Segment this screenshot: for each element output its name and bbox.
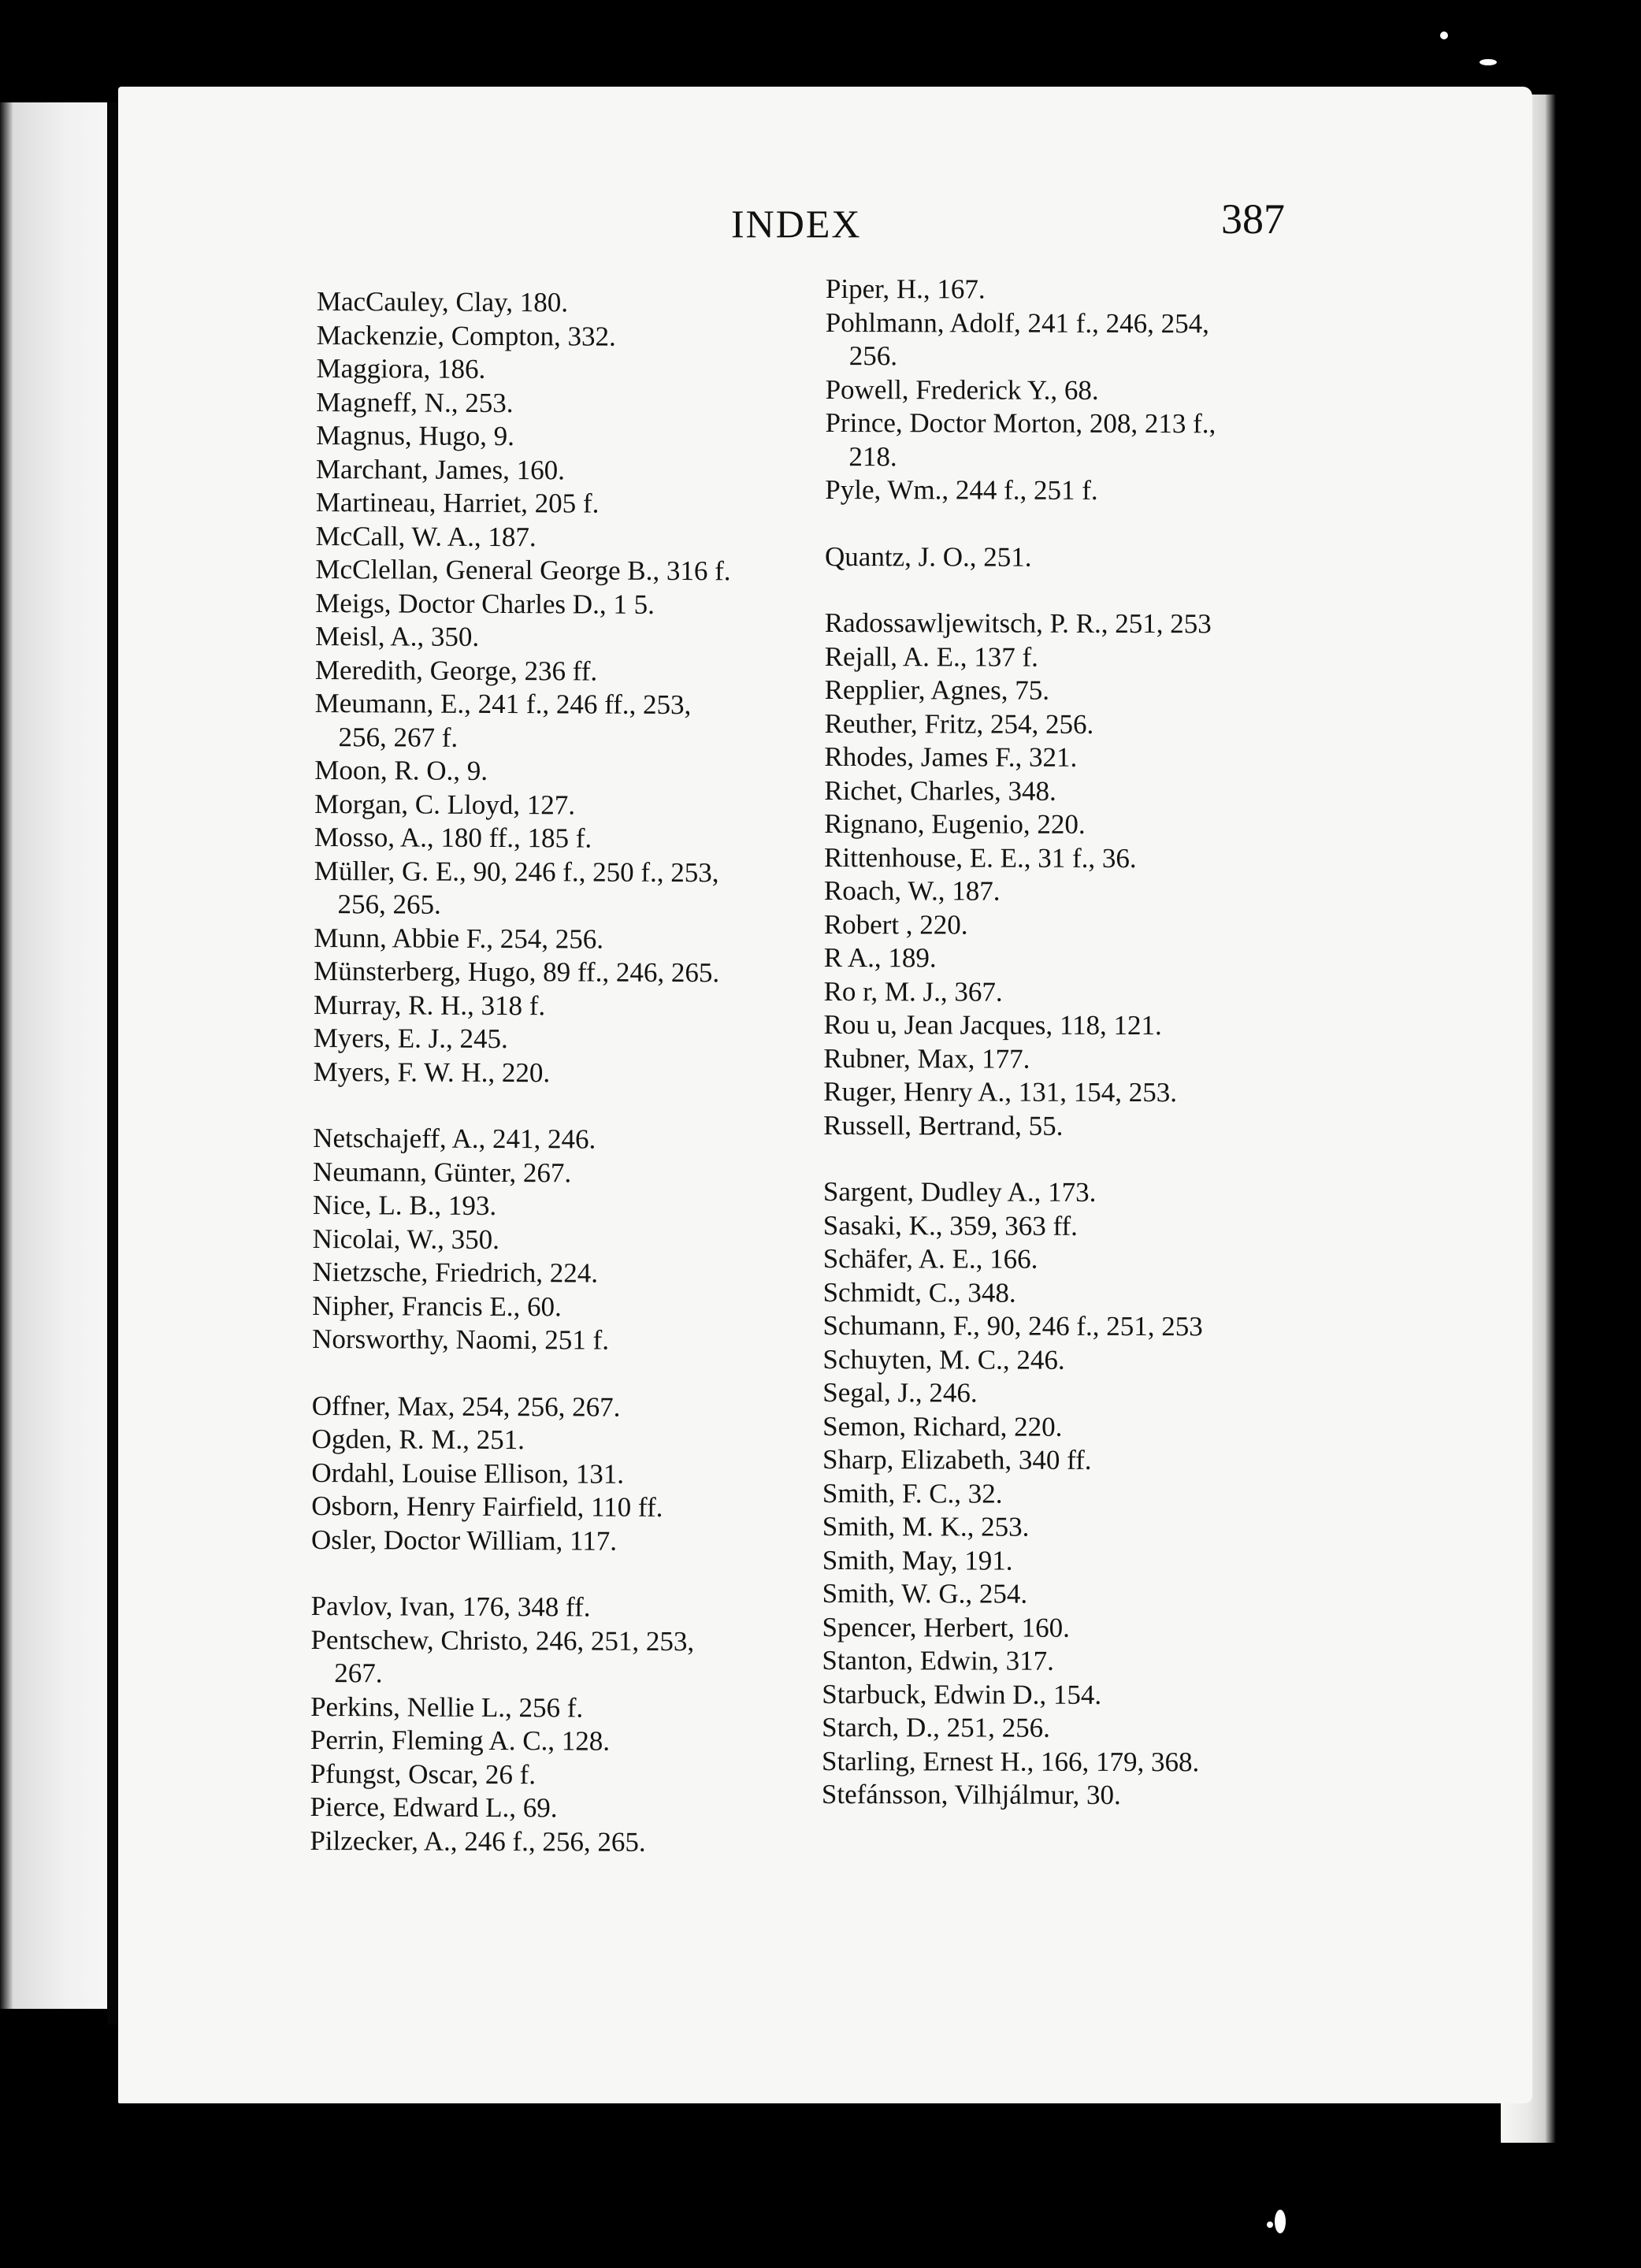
index-entry: Schmidt, C., 348. [822,1276,1016,1308]
section-gap [311,1557,800,1592]
index-entry: McClellan, General George B., 316 f. [315,553,731,587]
index-entry: Sargent, Dudley A., 173. [822,1175,1097,1208]
index-entry: Marchant, James, 160. [315,453,565,485]
dust-speck [1479,59,1497,65]
index-entry: Sharp, Elizabeth, 340 ff. [822,1443,1092,1475]
index-entry: Rejall, A. E., 137 f. [824,640,1038,673]
section-gap [313,1089,801,1124]
index-entry: Perkins, Nellie L., 256 f. [310,1691,584,1723]
index-entry: Mackenzie, Compton, 332. [316,319,616,352]
index-entry: Richet, Charles, 348. [824,774,1056,807]
dust-speck [1275,2210,1286,2233]
index-entry: Repplier, Agnes, 75. [824,674,1050,706]
index-entry: Sasaki, K., 359, 363 ff. [822,1209,1078,1242]
index-entry: Maggiora, 186. [316,352,486,384]
section-gap [312,1356,800,1391]
index-entry: Russell, Bertrand, 55. [823,1109,1064,1141]
index-entry: Rignano, Eugenio, 220. [824,807,1086,840]
index-entry-continuation: 256, 267 f. [338,721,459,753]
index-entry: Smith, May, 191. [822,1544,1013,1576]
index-entry: Stefánsson, Vilhjálmur, 30. [821,1778,1121,1810]
index-entry: Segal, J., 246. [822,1376,978,1409]
index-entry: Pilzecker, A., 246 f., 256, 265. [310,1824,646,1858]
index-entry: Pierce, Edward L., 69. [310,1791,558,1824]
index-entry: Morgan, C. Lloyd, 127. [314,788,576,820]
index-entry-continuation: 256, 265. [337,889,441,920]
index-entry: Münsterberg, Hugo, 89 ff., 246, 265. [314,955,720,989]
index-entry: Radossawljewitsch, P. R., 251, 253 [824,607,1212,640]
index-entry: Reuther, Fritz, 254, 256. [824,707,1094,740]
facing-page-edge [0,102,110,2009]
index-entry: Magneff, N., 253. [316,386,514,418]
index-entry: Robert , 220. [823,908,968,940]
index-entry: Osler, Doctor William, 117. [310,1524,618,1557]
index-entry: Powell, Frederick Y., 68. [825,373,1099,406]
index-entry: Myers, E. J., 245. [313,1022,508,1055]
index-entry: Pentschew, Christo, 246, 251, 253, [310,1624,695,1657]
index-entry: Schäfer, A. E., 166. [822,1242,1038,1275]
index-entry: Pyle, Wm., 244 f., 251 f. [825,473,1098,506]
dust-speck [1267,2222,1273,2228]
index-entry: Nice, L. B., 193. [312,1189,497,1222]
index-entry: Spencer, Herbert, 160. [822,1611,1071,1643]
index-entry: Pohlmann, Adolf, 241 f., 246, 254, [825,306,1209,339]
index-entry: Meigs, Doctor Charles D., 1 5. [315,587,655,620]
index-entry: Meredith, George, 236 ff. [314,654,598,687]
index-entry-continuation: 267. [334,1657,383,1689]
index-entry: Nicolai, W., 350. [312,1223,500,1255]
index-entry: Schumann, F., 90, 246 f., 251, 253 [822,1309,1203,1342]
index-entry: Pfungst, Oscar, 26 f. [310,1758,536,1790]
index-entry: Murray, R. H., 318 f. [313,989,546,1021]
index-entry: Starling, Ernest H., 166, 179, 368. [822,1745,1200,1777]
index-entry: Nipher, Francis E., 60. [312,1290,562,1322]
section-gap [823,1142,1312,1177]
page-number: 387 [1221,195,1285,243]
index-entry: Semon, Richard, 220. [822,1410,1063,1442]
index-entry: Rou u, Jean Jacques, 118, 121. [823,1008,1162,1041]
index-entry: Rubner, Max, 177. [823,1042,1030,1075]
index-entry: Meumann, E., 241 f., 246 ff., 253, [314,687,692,721]
index-entry: Stanton, Edwin, 317. [822,1644,1055,1676]
page-title: INDEX [731,202,862,246]
index-entry: Smith, F. C., 32. [822,1477,1003,1509]
index-entry: Ruger, Henry A., 131, 154, 253. [823,1075,1178,1108]
index-entry: Smith, W. G., 254. [822,1577,1028,1609]
index-entry: Perrin, Fleming A. C., 128. [310,1724,611,1757]
dust-speck [1440,32,1448,39]
running-head [0,195,1641,256]
index-entry: McCall, W. A., 187. [315,520,536,552]
index-entry: Osborn, Henry Fairfield, 110 ff. [311,1490,663,1523]
index-entry: Müller, G. E., 90, 246 f., 250 f., 253, [314,855,719,888]
index-entry: Rittenhouse, E. E., 31 f., 36. [824,841,1137,874]
index-entry: Rhodes, James F., 321. [824,741,1078,773]
index-entry: Norsworthy, Naomi, 251 f. [312,1323,610,1356]
index-entry: Magnus, Hugo, 9. [316,419,515,452]
index-entry: Moon, R. O., 9. [314,754,488,786]
index-entry: Mosso, A., 180 ff., 185 f. [314,821,592,854]
index-entry: Netschajeff, A., 241, 246. [313,1122,596,1155]
index-entry: Offner, Max, 254, 256, 267. [311,1390,621,1423]
index-column-right [822,273,1314,1813]
index-entry: R A., 189. [823,941,937,974]
index-entry: Myers, F. W. H., 220. [313,1056,551,1088]
index-entry-continuation: 218. [848,440,897,472]
index-entry: Starch, D., 251, 256. [822,1711,1050,1743]
section-gap [825,507,1313,541]
index-entry: Prince, Doctor Morton, 208, 213 f., [825,406,1216,440]
book-gutter [107,102,118,2025]
index-entry: MacCauley, Clay, 180. [316,286,569,318]
index-entry: Smith, M. K., 253. [822,1510,1030,1542]
index-entry: Nietzsche, Friedrich, 224. [312,1256,599,1289]
index-entry: Ordahl, Louise Ellison, 131. [311,1457,625,1490]
index-entry: Ro r, M. J., 367. [823,975,1003,1008]
section-gap [825,573,1313,608]
index-entry: Ogden, R. M., 251. [311,1423,525,1456]
index-entry: Quantz, J. O., 251. [825,540,1032,573]
index-entry: Pavlov, Ivan, 176, 348 ff. [310,1590,591,1623]
index-entry: Martineau, Harriet, 205 f. [315,486,600,519]
index-entry: Starbuck, Edwin D., 154. [822,1678,1102,1710]
index-entry: Meisl, A., 350. [314,620,480,652]
index-entry: Roach, W., 187. [823,874,1001,907]
index-entry: Munn, Abbie F., 254, 256. [314,922,604,955]
index-entry: Schuyten, M. C., 246. [822,1343,1065,1375]
index-column-left [310,285,805,1860]
index-entry: Piper, H., 167. [825,273,986,305]
index-entry-continuation: 256. [848,340,898,372]
index-entry: Neumann, Günter, 267. [313,1156,572,1188]
